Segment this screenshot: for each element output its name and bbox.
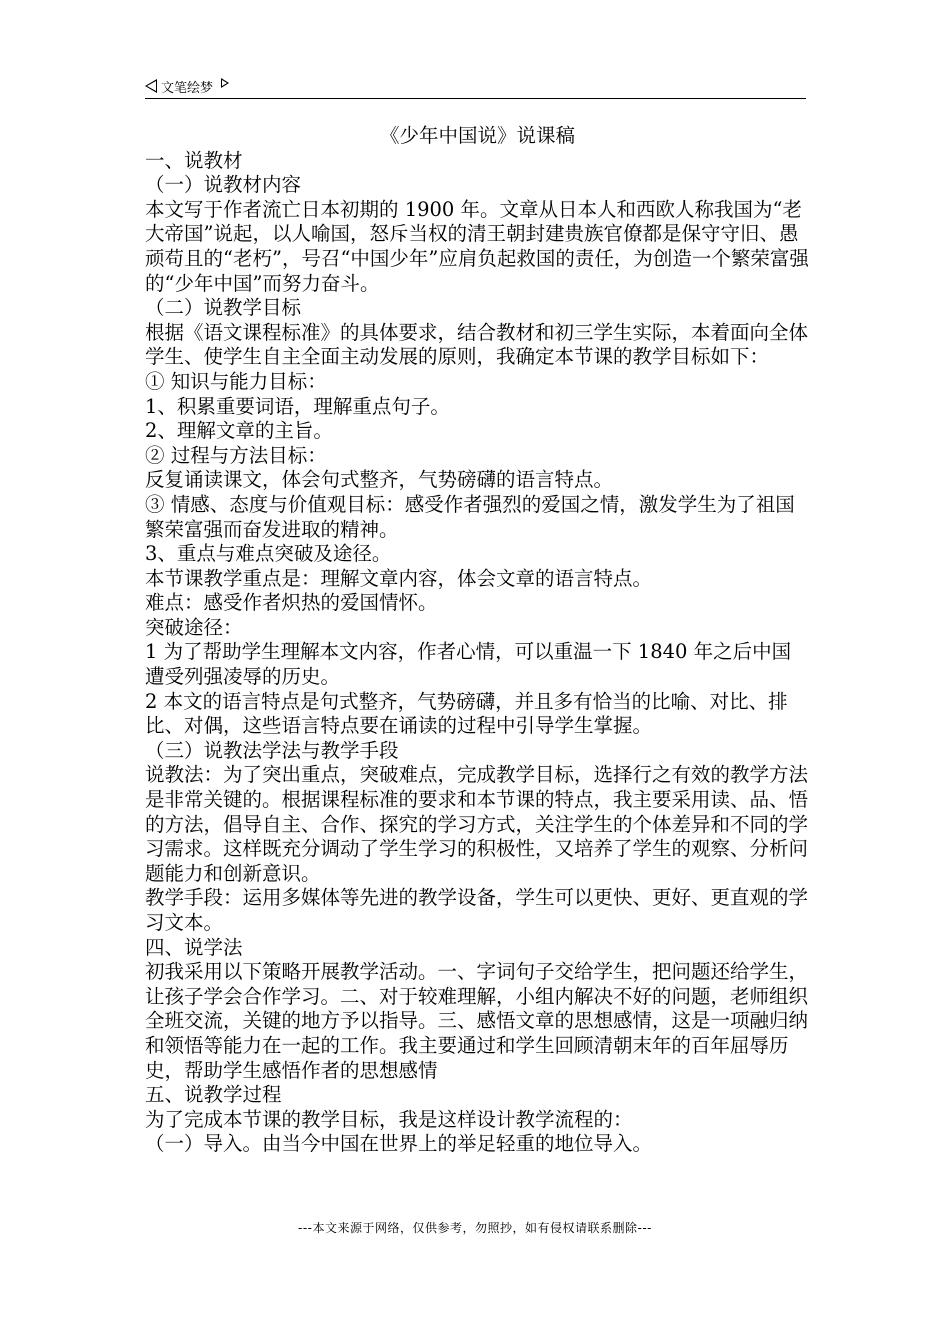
paragraph: 反复诵读课文，体会句式整齐，气势磅礴的语言特点。 [145, 468, 614, 492]
paragraph: 五、说教学过程 [145, 1083, 282, 1107]
header-label: 文笔绘梦 [161, 80, 214, 96]
page-header [145, 74, 806, 99]
paragraph: ③ 情感、态度与价值观目标：感受作者强烈的爱国之情，激发学生为了祖国繁荣富强而奋发进取的精神。 [145, 492, 795, 541]
paragraph: 1 为了帮助学生理解本文内容，作者心情，可以重温一下 1840 年之后中国遭受列强凌辱的历史。 [145, 640, 792, 689]
paragraph: 为了完成本节课的教学目标，我是这样设计教学流程的： [145, 1107, 633, 1131]
paragraph: 突破途径： [145, 615, 243, 639]
paragraph: 初我采用以下策略开展教学活动。一、字词句子交给学生，把问题还给学生，让孩子学会合作学习。二、对于较难理解，小组内解决不好的问题，老师组织全班交流，关键的地方予以指导。三、感悟文章的思想感情，这是一项融归纳和领悟等能力在一起的工作。我主要通过和学生回顾清朝末年的百年屈辱历史，帮助学生感悟作者的思想感情 [145, 960, 809, 1082]
paragraph: 本节课教学重点是：理解文章内容，体会文章的语言特点。 [145, 566, 653, 590]
paragraph: 一、说教材 [145, 148, 243, 172]
paragraph: 1、积累重要词语，理解重点句子。 [145, 394, 450, 418]
triangle-right-icon [221, 78, 229, 88]
document-title: 《少年中国说》说课稿 [379, 124, 575, 147]
paragraph: 难点：感受作者炽热的爱国情怀。 [145, 591, 438, 615]
triangle-left-icon [145, 79, 157, 93]
paragraph: ① 知识与能力目标： [145, 369, 327, 393]
paragraph: （一）说教材内容 [145, 173, 302, 197]
paragraph: 3、重点与难点突破及途径。 [145, 542, 392, 566]
paragraph: 2 本文的语言特点是句式整齐，气势磅礴，并且多有恰当的比喻、对比、排比、对偶，这些语言特点要在诵读的过程中引导学生掌握。 [145, 689, 788, 738]
paragraph: 说教法：为了突出重点，突破难点，完成教学目标，选择行之有效的教学方法是非常关键的。根据课程标准的要求和本节课的特点，我主要采用读、品、悟的方法，倡导自主、合作、探究的学习方式，关注学生的个体差异和不同的学习需求。这样既充分调动了学生学习的积极性，又培养了学生的观察、分析问题能力和创新意识。 [145, 763, 809, 885]
paragraph: 2、理解文章的主旨。 [145, 419, 333, 443]
paragraph: （一）导入。由当今中国在世界上的举足轻重的地位导入。 [145, 1132, 653, 1156]
footer-notice: ---本文来源于网络，仅供参考，勿照抄，如有侵权请联系删除--- [298, 1221, 652, 1235]
paragraph: 根据《语文课程标准》的具体要求，结合教材和初三学生实际，本着面向全体学生、使学生自主全面主动发展的原则，我确定本节课的教学目标如下： [145, 320, 809, 369]
paragraph: ② 过程与方法目标： [145, 443, 327, 467]
paragraph: 教学手段：运用多媒体等先进的教学设备，学生可以更快、更好、更直观的学习文本。 [145, 886, 809, 934]
document-body [145, 124, 810, 1157]
paragraph: （二）说教学目标 [145, 296, 302, 320]
paragraph: （三）说教法学法与教学手段 [145, 738, 399, 762]
paragraph: 四、说学法 [145, 935, 243, 959]
paragraph: 本文写于作者流亡日本初期的 1900 年。文章从日本人和西欧人称我国为“老大帝国”说起，以人喻国，怒斥当权的清王朝封建贵族官僚都是保守守旧、愚顽苟且的“老朽”，号召“中国少年”应肩负起救国的责任，为创造一个繁荣富强的“少年中国”而努力奋斗。 [145, 197, 809, 295]
